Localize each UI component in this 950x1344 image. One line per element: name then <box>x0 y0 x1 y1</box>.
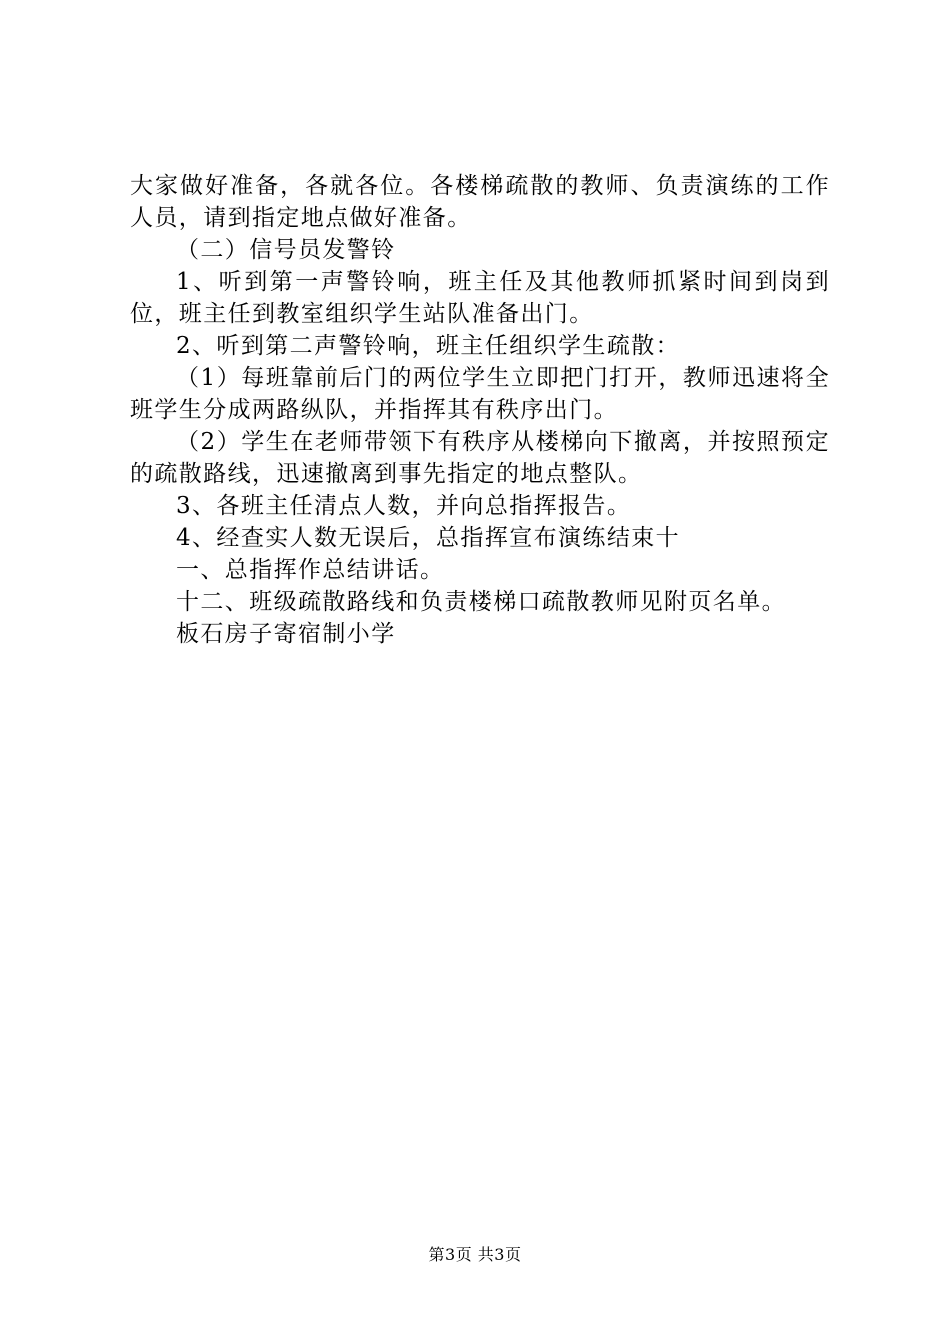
paragraph-headcount: 3、各班主任清点人数，并向总指挥报告。 <box>176 493 632 519</box>
document-body <box>130 170 830 650</box>
paragraph-summary-speech: 一、总指挥作总结讲话。 <box>176 557 445 583</box>
paragraph-drill-end: 4、经查实人数无误后，总指挥宣布演练结束十 <box>176 525 681 551</box>
paragraph-evacuate-stairs: （2）学生在老师带领下有秩序从楼梯向下撤离，并按照预定的疏散路线，迅速撤离到事先指定的地点整队。 <box>130 429 830 487</box>
paragraph-school-name: 板石房子寄宿制小学 <box>176 621 396 647</box>
paragraph-open-doors: （1）每班靠前后门的两位学生立即把门打开，教师迅速将全班学生分成两路纵队，并指挥其有秩序出门。 <box>130 365 830 423</box>
paragraph-first-alarm: 1、听到第一声警铃响，班主任及其他教师抓紧时间到岗到位，班主任到教室组织学生站队准备出门。 <box>130 269 830 327</box>
paragraph-preparation: 大家做好准备，各就各位。各楼梯疏散的教师、负责演练的工作人员，请到指定地点做好准备。 <box>130 173 830 231</box>
paragraph-signal-heading: （二）信号员发警铃 <box>176 237 396 263</box>
paragraph-second-alarm: 2、听到第二声警铃响，班主任组织学生疏散： <box>176 333 681 359</box>
paragraph-appendix-note: 十二、班级疏散路线和负责楼梯口疏散教师见附页名单。 <box>176 589 786 615</box>
page-footer: 第3页 共3页 <box>428 1245 522 1264</box>
